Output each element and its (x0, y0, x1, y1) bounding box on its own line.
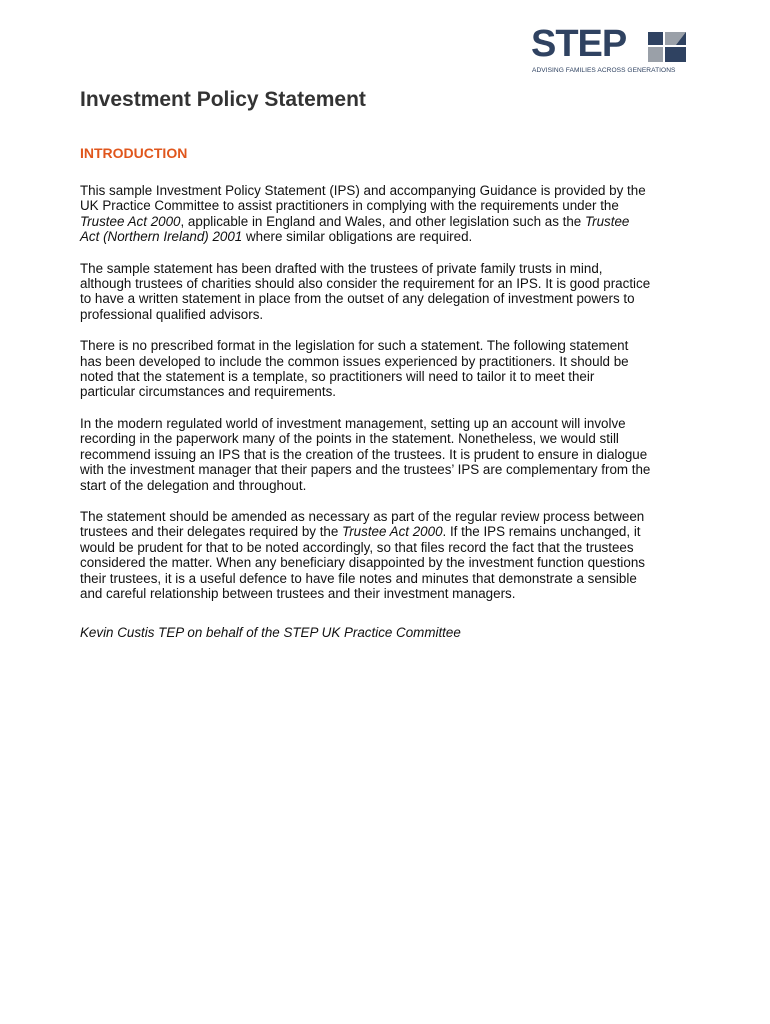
text-line: professional qualified advisors. (80, 306, 264, 322)
text-line: particular circumstances and requirements. (80, 384, 337, 400)
citation-trustee-act-2000: Trustee Act 2000 (342, 524, 443, 540)
section-heading-introduction: INTRODUCTION (80, 145, 188, 161)
citation-trustee-act-2000: Trustee Act 2000 (80, 213, 181, 229)
text-line: This sample Investment Policy Statement (IPS) and accompanying Guidance is provided by the (80, 183, 646, 198)
text-line: has been developed to include the common issues experienced by practitioners. It should be (80, 353, 629, 369)
text-line: recommend issuing an IPS that is the creation of the trustees. It is prudent to ensure in dialogue (80, 446, 648, 462)
text-line (80, 214, 695, 229)
paragraph-4 (80, 416, 695, 493)
signature-line: Kevin Custis TEP on behalf of the STEP UK Practice Committee (80, 625, 461, 641)
paragraph-5 (80, 509, 695, 601)
text-fragment: where similar obligations are required. (242, 229, 473, 245)
citation-trustee-act-ni-cont: Act (Northern Ireland) 2001 (80, 229, 243, 245)
text-line: their trustees, it is a useful defence to have file notes and minutes that demonstrate a sensible (80, 570, 637, 586)
text-line: There is no prescribed format in the legislation for such a statement. The following statement (80, 338, 629, 354)
text-line: and careful relationship between trustees and their investment managers. (80, 585, 516, 601)
text-line: noted that the statement is a template, so practitioners will need to tailor it to meet their (80, 369, 595, 385)
text-line (80, 524, 695, 539)
text-line: although trustees of charities should also consider the requirement for an IPS. It is good practice (80, 276, 651, 292)
text-fragment: trustees and their delegates required by the (80, 524, 343, 540)
text-fragment: , applicable in England and Wales, and other legislation such as the (180, 213, 585, 229)
paragraph-2 (80, 261, 695, 323)
page-title: Investment Policy Statement (80, 88, 366, 111)
text-fragment: . If the IPS remains unchanged, it (442, 524, 641, 540)
text-line: considered the matter. When any beneficiary disappointed by the investment function questions (80, 555, 645, 571)
text-line (80, 229, 695, 244)
text-line: The sample statement has been drafted with the trustees of private family trusts in mind, (80, 260, 603, 276)
logo-tagline: ADVISING FAMILIES ACROSS GENERATIONS (532, 67, 676, 74)
step-mark-icon (648, 32, 686, 62)
text-line: would be prudent for that to be noted accordingly, so that files record the fact that the trustees (80, 539, 634, 555)
paragraph-1 (80, 183, 695, 245)
paragraph-3 (80, 338, 695, 400)
logo-wordmark: STEP (531, 23, 627, 65)
text-line: In the modern regulated world of investment management, setting up an account will involve (80, 415, 626, 431)
text-line: The statement should be amended as necessary as part of the regular review process between (80, 508, 645, 524)
citation-trustee-act-ni: Trustee (584, 213, 630, 229)
step-logo (531, 23, 687, 78)
text-line: start of the delegation and throughout. (80, 477, 307, 493)
body-text (80, 183, 695, 657)
text-line: with the investment manager that their papers and the trustees’ IPS are complementary from the (80, 462, 651, 478)
text-line: recording in the paperwork many of the points in the statement. Nonetheless, we would still (80, 431, 619, 447)
text-line: to have a written statement in place from the outset of any delegation of investment powers to (80, 291, 635, 307)
text-line: UK Practice Committee to assist practitioners in complying with the requirements under the (80, 198, 619, 214)
